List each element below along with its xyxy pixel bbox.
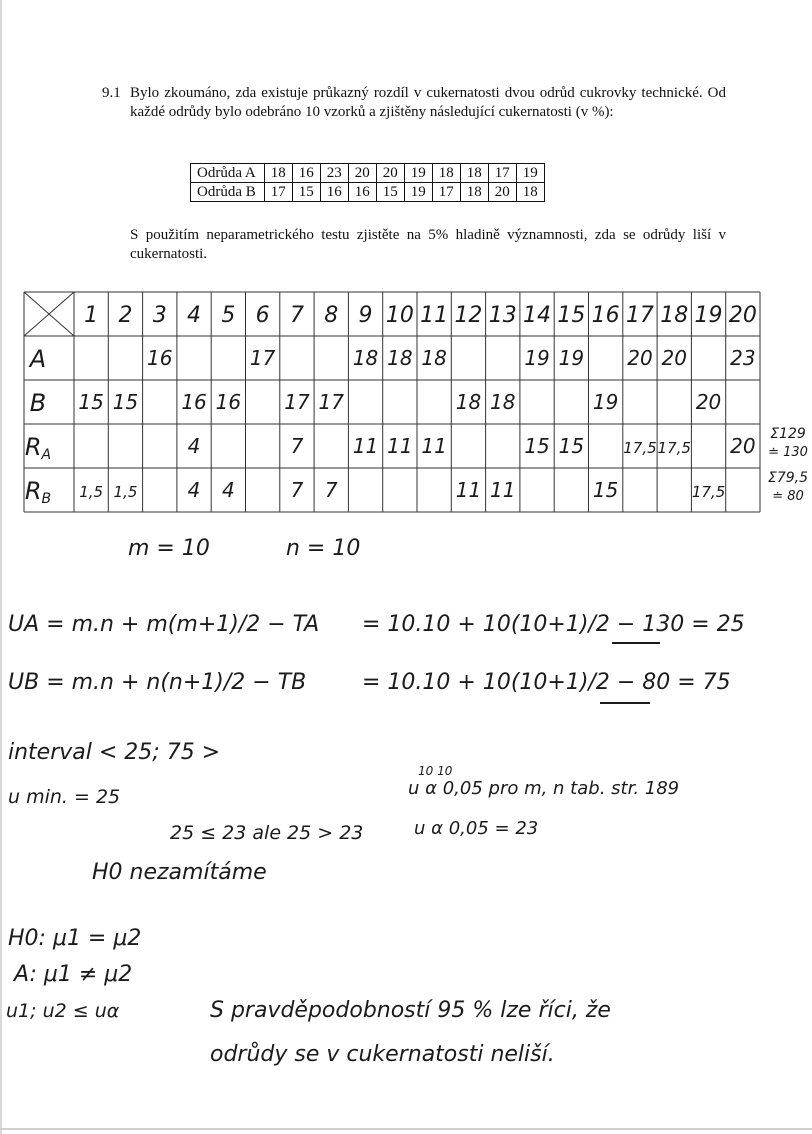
rank-row-label: A <box>29 345 47 373</box>
m-equation: m = 10 <box>128 536 210 561</box>
rank-cell: 20 <box>730 434 756 458</box>
data-cell: 20 <box>348 164 376 183</box>
n-equation: n = 10 <box>286 536 361 561</box>
ha-line: A: μ1 ≠ μ2 <box>14 962 133 987</box>
data-cell: 17 <box>264 183 292 202</box>
rank-row-label: RB <box>24 477 52 507</box>
rank-column-number: 2 <box>118 303 133 328</box>
rank-column-number: 10 <box>385 303 414 328</box>
critical-note: u α 0,05 pro m, n tab. str. 189 <box>408 778 680 799</box>
rank-cell: 4 <box>221 478 235 502</box>
rank-cell: 17 <box>249 346 276 370</box>
rank-column-number: 11 <box>420 303 449 328</box>
data-cell: 20 <box>488 183 516 202</box>
ua-calculation: = 10.10 + 10(10+1)/2 − 130 = 25 <box>362 612 745 637</box>
data-cell: 15 <box>376 183 404 202</box>
rank-cell: 15 <box>558 434 585 458</box>
ua-formula: UA = m.n + m(m+1)/2 − TA <box>8 612 320 637</box>
problem-text: Bylo zkoumáno, zda existuje průkazný rozdíl v cukernatosti dvou odrůd cukrovky technické. Od každé odrůdy bylo odebráno 10 vzorků a zjištěny následující cukernatosti (v %): <box>130 85 726 120</box>
rank-cell: 23 <box>730 346 756 370</box>
ub-calculation: = 10.10 + 10(10+1)/2 − 80 = 75 <box>362 670 731 695</box>
critical-mn: 10 10 <box>418 764 453 778</box>
data-cell: 19 <box>404 164 432 183</box>
data-cell: 20 <box>376 164 404 183</box>
data-row-b <box>191 183 545 202</box>
rank-cell: 18 <box>421 346 447 370</box>
rank-column-number: 19 <box>694 303 723 328</box>
rank-cell: 20 <box>627 346 653 370</box>
rank-cell: 15 <box>112 390 139 414</box>
rank-cell: 7 <box>324 478 338 502</box>
scan-edge-bottom <box>0 1128 812 1130</box>
rank-cell: 17 <box>284 390 310 414</box>
rank-column-number: 18 <box>660 303 689 328</box>
rank-cell: 7 <box>290 478 304 502</box>
problem-number: 9.1 <box>102 85 121 101</box>
rank-cell: 1,5 <box>79 483 104 501</box>
rank-cell: 16 <box>215 390 242 414</box>
rank-cell: 19 <box>524 346 550 370</box>
rank-cell: 17,5 <box>657 439 691 457</box>
rank-cell: 11 <box>421 434 447 458</box>
data-cell: 18 <box>460 183 488 202</box>
rank-cell: 18 <box>352 346 379 370</box>
data-cell: 16 <box>320 183 348 202</box>
rank-column-number: 17 <box>625 303 654 328</box>
rank-column-number: 4 <box>187 303 202 328</box>
data-table <box>190 163 545 202</box>
h0-line: H0: μ1 = μ2 <box>8 926 142 951</box>
rank-column-number: 12 <box>454 303 483 328</box>
rank-cell: 17 <box>318 390 344 414</box>
data-cell: 23 <box>320 164 348 183</box>
rank-column-number: 6 <box>255 303 270 328</box>
decision-line: H0 nezamítáme <box>92 860 267 885</box>
rank-cell: 19 <box>592 390 619 414</box>
rank-cell: 11 <box>455 478 482 502</box>
rank-table <box>0 280 812 520</box>
rank-cell: 17,5 <box>691 483 726 501</box>
rank-cell: 19 <box>558 346 585 370</box>
rank-cell: 1,5 <box>113 483 138 501</box>
ub-formula: UB = m.n + n(n+1)/2 − TB <box>8 670 307 695</box>
rank-cell: 7 <box>290 434 304 458</box>
rank-column-number: 9 <box>358 303 373 328</box>
data-cell: 19 <box>516 164 544 183</box>
rank-cell: 17,5 <box>623 439 657 457</box>
data-cell: 17 <box>432 183 460 202</box>
rank-cell: 11 <box>352 434 379 458</box>
data-cell: 18 <box>460 164 488 183</box>
rank-sum-b-approx: ≐ 80 <box>772 489 804 504</box>
rank-cell: 15 <box>524 434 550 458</box>
rank-row-label: RA <box>24 433 52 463</box>
rank-sum-b: Σ79,5 <box>767 470 809 486</box>
data-cell: 15 <box>292 183 320 202</box>
data-row-a <box>191 164 545 183</box>
rank-column-number: 1 <box>84 303 99 328</box>
rank-cell: 4 <box>187 434 201 458</box>
rank-cell: 15 <box>592 478 619 502</box>
rank-sum-a: Σ129 <box>770 426 806 442</box>
rank-column-number: 5 <box>221 303 236 328</box>
umin-line: u min. = 25 <box>8 786 121 808</box>
rank-column-number: 13 <box>488 303 517 328</box>
rank-sum-a-approx: ≐ 130 <box>768 445 808 460</box>
critical-value: u α 0,05 = 23 <box>414 818 539 839</box>
data-cell: 18 <box>264 164 292 183</box>
rank-cell: 15 <box>78 390 104 414</box>
rank-row-label: B <box>29 389 47 417</box>
rank-cell: 11 <box>490 478 516 502</box>
rank-column-number: 7 <box>289 303 304 328</box>
rank-cell: 18 <box>455 390 482 414</box>
rule-line: u1; u2 ≤ uα <box>6 1000 120 1022</box>
rank-column-number: 16 <box>591 303 620 328</box>
conclusion-line-1: S pravděpodobností 95 % lze říci, že <box>210 998 611 1023</box>
rank-cell: 16 <box>147 346 173 370</box>
rank-column-number: 15 <box>557 303 586 328</box>
row-label: Odrůda A <box>191 164 265 183</box>
interval-line: interval < 25; 75 > <box>8 740 221 765</box>
rank-column-number: 14 <box>523 303 552 328</box>
rank-cell: 20 <box>661 346 687 370</box>
rank-cell: 16 <box>181 390 207 414</box>
data-cell: 18 <box>516 183 544 202</box>
rank-cell: 18 <box>490 390 516 414</box>
conclusion-line-2: odrůdy se v cukernatosti neliší. <box>210 1042 555 1067</box>
data-cell: 16 <box>348 183 376 202</box>
rank-cell: 11 <box>387 434 413 458</box>
ua-result-underline <box>612 642 660 644</box>
task-text: S použitím neparametrického testu zjistěte na 5% hladině významnosti, zda se odrůdy liší v cukernatosti. <box>130 227 726 262</box>
data-cell: 18 <box>432 164 460 183</box>
rank-column-number: 3 <box>152 303 167 328</box>
data-cell: 16 <box>292 164 320 183</box>
rank-column-number: 8 <box>324 303 339 328</box>
rank-column-number: 20 <box>728 303 757 328</box>
rank-cell: 20 <box>695 390 722 414</box>
scan-edge-left <box>0 0 2 1134</box>
data-cell: 17 <box>488 164 516 183</box>
data-cell: 19 <box>404 183 432 202</box>
comparison-line: 25 ≤ 23 ale 25 > 23 <box>170 822 364 844</box>
rank-cell: 18 <box>387 346 413 370</box>
row-label: Odrůda B <box>191 183 265 202</box>
ub-result-underline <box>600 702 650 704</box>
rank-cell: 4 <box>187 478 201 502</box>
